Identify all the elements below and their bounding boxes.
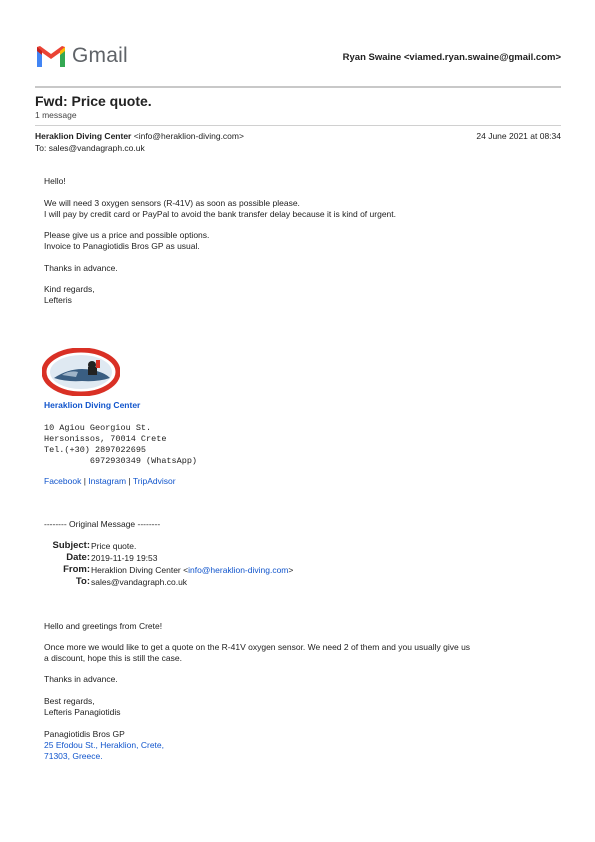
- original-from-email[interactable]: info@heraklion-diving.com: [188, 565, 289, 575]
- original-paragraph: [44, 621, 554, 632]
- original-paragraph: [44, 674, 554, 685]
- original-date-row: [0, 552, 595, 564]
- original-date-value: 2019-11-19 19:53: [91, 553, 158, 563]
- address-line: Hersonissos, 70014 Crete: [44, 434, 167, 444]
- original-to-key: To:: [75, 576, 90, 587]
- facebook-link[interactable]: Facebook: [44, 476, 82, 486]
- signature-name: Heraklion Diving Center: [44, 400, 141, 410]
- link-separator: |: [128, 476, 131, 486]
- original-from-close: >: [288, 565, 294, 575]
- message-paragraph: [44, 198, 554, 220]
- header-divider: [35, 86, 561, 88]
- body-line: Best regards,: [44, 696, 95, 706]
- link-separator: |: [83, 476, 86, 486]
- original-date-key: Date:: [66, 552, 90, 563]
- message-paragraph: [44, 284, 554, 306]
- message-body: [44, 176, 554, 187]
- tripadvisor-link[interactable]: TripAdvisor: [132, 476, 176, 486]
- gmail-m-icon: [35, 45, 67, 69]
- body-line: Lefteris: [44, 295, 72, 305]
- body-line: Panagiotidis Bros GP: [44, 729, 125, 739]
- original-message-label: -------- Original Message --------: [44, 519, 161, 529]
- original-paragraph: [44, 696, 554, 718]
- original-to-row: [0, 576, 595, 588]
- address-line: Tel.(+30) 2897022695: [44, 445, 147, 455]
- original-from-name: Heraklion Diving Center <: [91, 565, 189, 575]
- body-line: Thanks in advance.: [44, 674, 118, 684]
- address-line: 6972930349 (WhatsApp): [44, 456, 198, 466]
- signature-address: [44, 423, 197, 467]
- original-subject-row: [0, 540, 595, 552]
- address-line: 10 Agiou Georgiou St.: [44, 423, 152, 433]
- body-line: Please give us a price and possible options.: [44, 230, 210, 240]
- thread-subject: Fwd: Price quote.: [35, 93, 152, 109]
- message-recipient: To: sales@vandagraph.co.uk: [35, 143, 145, 153]
- account-label: Ryan Swaine <viamed.ryan.swaine@gmail.com>: [342, 52, 561, 63]
- original-subject-key: Subject:: [52, 540, 90, 551]
- thread-divider: [35, 125, 561, 126]
- original-paragraph: [44, 729, 554, 762]
- original-from-key: From:: [63, 564, 90, 575]
- social-links: [44, 476, 554, 487]
- original-headers: [0, 540, 595, 588]
- sender-name: Heraklion Diving Center: [35, 131, 132, 141]
- message-paragraph: [44, 263, 554, 274]
- address-link[interactable]: 71303, Greece.: [44, 751, 103, 761]
- body-line: I will pay by credit card or PayPal to avoid the bank transfer delay because it is kind of urgent.: [44, 209, 396, 219]
- message-sender: [35, 131, 244, 141]
- body-line: Once more we would like to get a quote on the R-41V oxygen sensor. We need 2 of them and you usually give us: [44, 642, 471, 652]
- body-line: We will need 3 oxygen sensors (R-41V) as soon as possible please.: [44, 198, 300, 208]
- body-line: Hello!: [44, 176, 66, 186]
- gmail-wordmark: Gmail: [72, 44, 128, 67]
- message-paragraph: [44, 230, 554, 252]
- body-line: Lefteris Panagiotidis: [44, 707, 121, 717]
- original-from-row: [0, 564, 595, 576]
- body-line: Kind regards,: [44, 284, 95, 294]
- message-count: 1 message: [35, 110, 77, 120]
- body-line: Hello and greetings from Crete!: [44, 621, 163, 631]
- diving-emblem-icon: [42, 348, 120, 396]
- sender-email[interactable]: <info@heraklion-diving.com>: [133, 131, 244, 141]
- original-from-value: [91, 564, 293, 576]
- instagram-link[interactable]: Instagram: [88, 476, 127, 486]
- address-link[interactable]: 25 Efodou St., Heraklion, Crete,: [44, 740, 165, 750]
- message-date: 24 June 2021 at 08:34: [476, 131, 561, 141]
- body-line: Invoice to Panagiotidis Bros GP as usual.: [44, 241, 200, 251]
- original-subject-value: Price quote.: [91, 541, 137, 551]
- body-line: a discount, hope this is still the case.: [44, 653, 182, 663]
- body-line: Thanks in advance.: [44, 263, 118, 273]
- original-paragraph: [44, 642, 554, 664]
- original-to-email[interactable]: sales@vandagraph.co.uk: [91, 577, 188, 587]
